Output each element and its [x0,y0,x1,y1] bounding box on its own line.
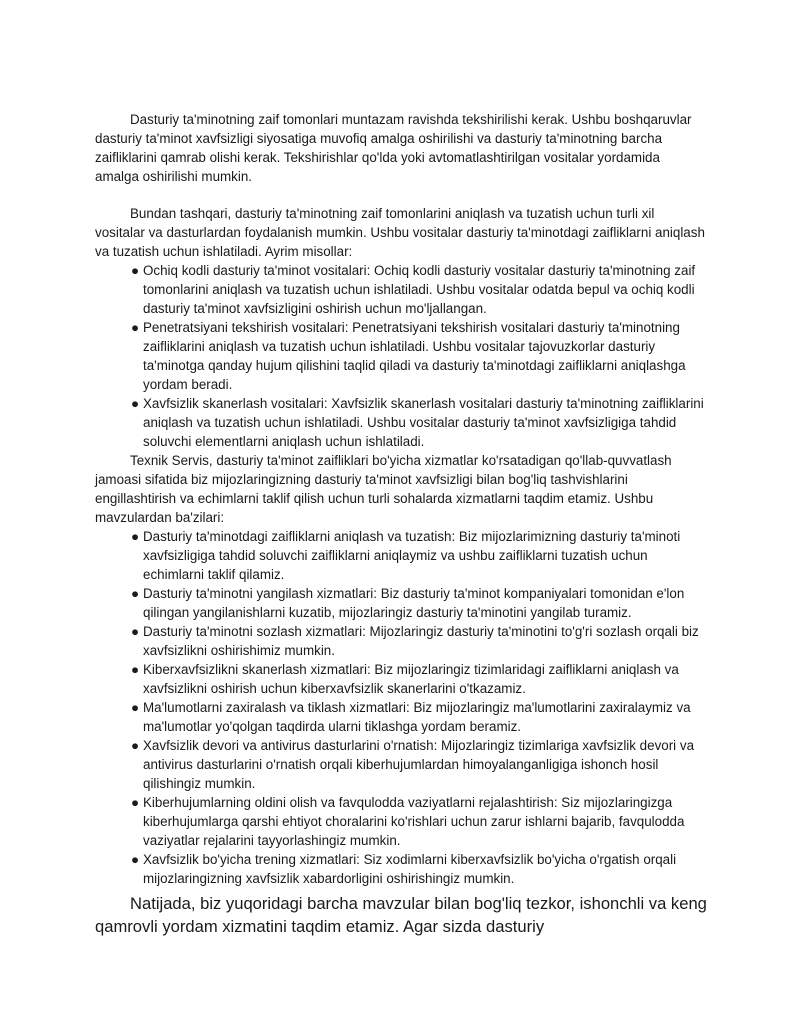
list-item-text: Ochiq kodli dasturiy ta'minot vositalari: Ochiq kodli dasturiy vositalar dasturiy ta'minotning zaif tomonlarini aniqlash va tuzatish uchun ishlatiladi. Ushbu vositalar odatda bepul va ochiq kodli dasturiy ta'minot xavfsizligini oshirish uchun mo'ljallangan. [143,263,696,316]
list-item [95,736,707,793]
tools-list [95,261,707,451]
list-item [95,793,707,850]
list-item [95,660,707,698]
paragraph-services-intro: Texnik Servis, dasturiy ta'minot zaifliklari bo'yicha xizmatlar ko'rsatadigan qo'llab-quvvatlash jamoasi sifatida biz mijozlaringizning dasturiy ta'minot xavfsizligi bilan bog'liq tashvishlarini engillashtirish va echimlarni taklif qilish uchun turli sohalarda xizmatlarni taqdim etamiz. Ushbu mavzulardan ba'zilari: [95,453,672,525]
list-item-text: Xavfsizlik bo'yicha trening xizmatlari: Siz xodimlarni kiberxavfsizlik bo'yicha o'rgatish orqali mijozlaringizning xavfsizlik xabardorligini oshirishingiz mumkin. [143,852,677,886]
document-page [95,110,707,938]
list-item [95,622,707,660]
paragraph-spacer [95,186,707,204]
paragraph-tools-intro: Bundan tashqari, dasturiy ta'minotning zaif tomonlarini aniqlash va tuzatish uchun turli xil vositalar va dasturlardan foydalanish mumkin. Ushbu vositalar dasturiy ta'minotdagi zaifliklarni aniqlash va tuzatish uchun ishlatiladi. Ayrim misollar: [95,206,705,259]
bullet-icon: ● [131,529,140,544]
list-item-text: Dasturiy ta'minotni sozlash xizmatlari: Mijozlaringiz dasturiy ta'minotini to'g'ri sozlash orqali biz xavfsizlikni oshirishimiz mumkin. [143,624,699,658]
bullet-icon: ● [131,738,140,753]
list-item [95,261,707,318]
list-item-text: Kiberxavfsizlikni skanerlash xizmatlari: Biz mijozlaringiz tizimlaridagi zaifliklarni aniqlash va xavfsizlikni oshirish uchun kiberxavfsizlik skanerlarini o'tkazamiz. [143,662,679,696]
list-item-text: Xavfsizlik skanerlash vositalari: Xavfsizlik skanerlash vositalari dasturiy ta'minotning zaifliklarini aniqlash va tuzatish uchun ishlatiladi. Ushbu vositalar dasturiy ta'minot xavfsizligiga tahdid soluvchi elementlarni aniqlash uchun ishlatiladi. [143,396,704,449]
bullet-icon: ● [131,700,140,715]
list-item-text: Penetratsiyani tekshirish vositalari: Penetratsiyani tekshirish vositalari dasturiy ta'minotning zaifliklarini aniqlash va tuzatish uchun ishlatiladi. Ushbu vositalar tajovuzkorlar dasturiy ta'minotga qanday hujum qilishini taqlid qiladi va dasturiy ta'minotdagi zaifliklarni aniqlashga yordam beradi. [143,320,686,392]
bullet-icon: ● [131,662,140,677]
list-item [95,394,707,451]
list-item-text: Dasturiy ta'minotdagi zaifliklarni aniqlash va tuzatish: Biz mijozlarimizning dasturiy ta'minoti xavfsizligiga tahdid soluvchi zaifliklarni aniqlaymiz va ushbu zaifliklarni tuzatish uchun echimlarni taklif qilamiz. [143,529,681,582]
bullet-icon: ● [131,852,140,867]
list-item-text: Dasturiy ta'minotni yangilash xizmatlari: Biz dasturiy ta'minot kompaniyalari tomonidan e'lon qilingan yangilanishlarni kuzatib, mijozlaringiz dasturiy ta'minotini yangilab turamiz. [143,586,685,620]
list-item-text: Kiberhujumlarning oldini olish va favqulodda vaziyatlarni rejalashtirish: Siz mijozlaringizga kiberhujumlarga qarshi ehtiyot choralarini ko'rishlari uchun zarur ishlarni bajarib, favqulodda vaziyatlar rejalarini tayyorlashingiz mumkin. [143,795,685,848]
bullet-icon: ● [131,320,140,335]
list-item [95,318,707,394]
bullet-icon: ● [131,396,140,411]
services-list [95,527,707,888]
list-item [95,850,707,888]
paragraph-conclusion: Natijada, biz yuqoridagi barcha mavzular bilan bog'liq tezkor, ishonchli va keng qamrovli yordam xizmatini taqdim etamiz. Agar sizda dasturiy [95,894,707,936]
list-item-text: Ma'lumotlarni zaxiralash va tiklash xizmatlari: Biz mijozlaringiz ma'lumotlarini zaxiralaymiz va ma'lumotlar yo'qolgan taqdirda ularni tiklashga yordam beramiz. [143,700,691,734]
list-item-text: Xavfsizlik devori va antivirus dasturlarini o'rnatish: Mijozlaringiz tizimlariga xavfsizlik devori va antivirus dasturlarini o'rnatish orqali kiberhujumlardan himoyalanganligiga ishonch hosil qilishingiz mumkin. [143,738,695,791]
bullet-icon: ● [131,795,140,810]
bullet-icon: ● [131,263,140,278]
list-item [95,527,707,584]
bullet-icon: ● [131,586,140,601]
bullet-icon: ● [131,624,140,639]
paragraph-inspection: Dasturiy ta'minotning zaif tomonlari muntazam ravishda tekshirilishi kerak. Ushbu boshqaruvlar dasturiy ta'minot xavfsizligi siyosatiga muvofiq amalga oshirilishi va dasturiy ta'minotning barcha zaifliklarini qamrab olishi kerak. Tekshirishlar qo'lda yoki avtomatlashtirilgan vositalar yordamida amalga oshirilishi mumkin. [95,112,692,184]
list-item [95,698,707,736]
list-item [95,584,707,622]
